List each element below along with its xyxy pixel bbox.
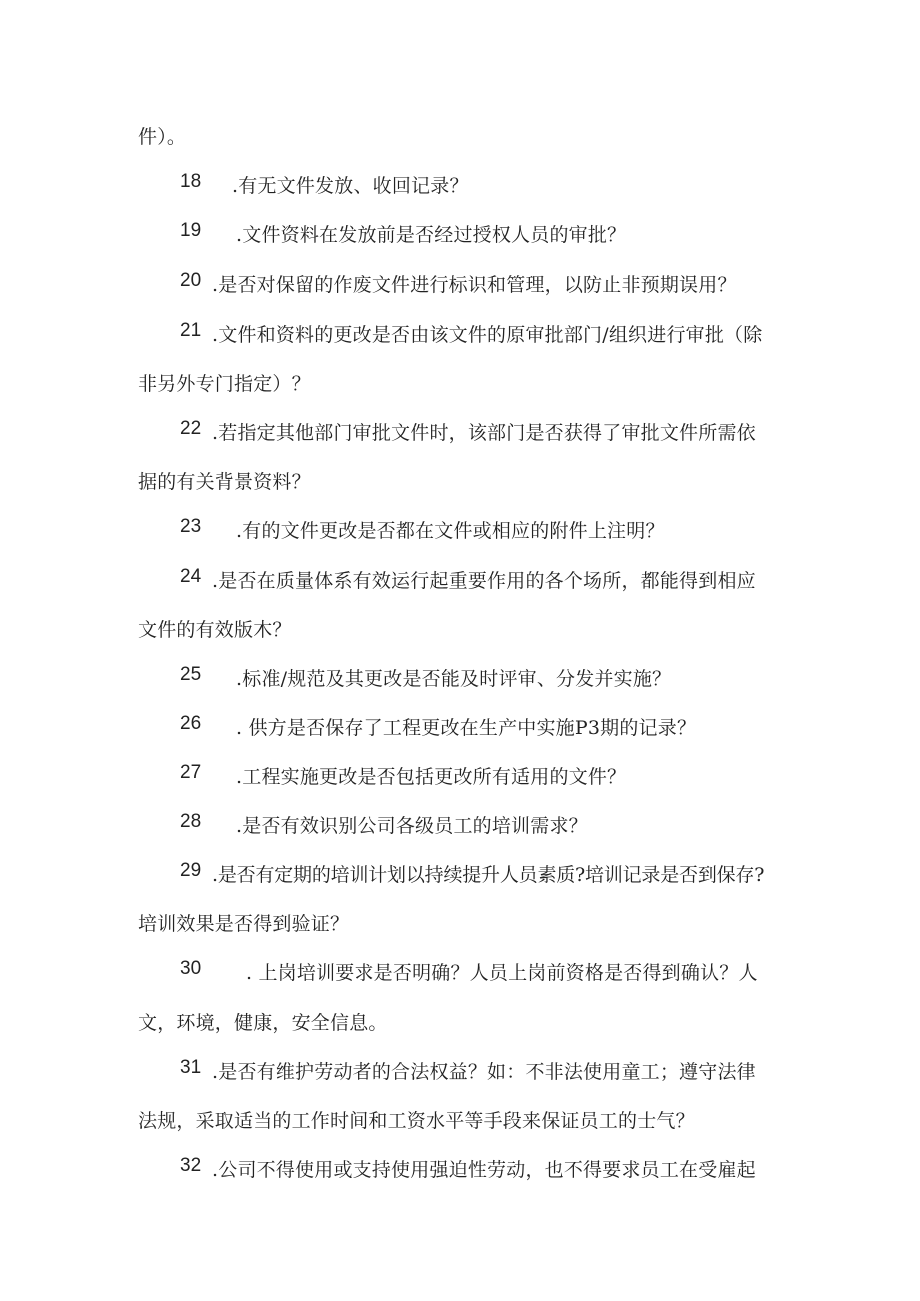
item-text: .文件和资料的更改是否由该文件的原审批部门/组织进行审批（除 [212,324,763,346]
item-number: 19 [180,220,202,241]
item-number: 23 [180,516,202,537]
item-number: 28 [180,811,202,832]
item-text: .有的文件更改是否都在文件或相应的附件上注明？ [236,520,665,542]
item-text: .若指定其他部门审批文件时，该部门是否获得了审批文件所需依 [212,422,756,444]
item-text: 文，环境，健康，安全信息。 [138,1012,388,1034]
item-text: .工程实施更改是否包括更改所有适用的文件？ [236,766,627,788]
item-number: 27 [180,762,202,783]
item-text: 非另外专门指定）？ [138,373,311,395]
item-number: 26 [180,713,202,734]
item-text: . 供方是否保存了工程更改在生产中实施P3期的记录？ [236,717,697,739]
item-text: 法规，采取适当的工作时间和工资水平等手段来保证员工的士气？ [138,1110,695,1132]
item-number: 32 [180,1155,202,1176]
item-text: .是否有维护劳动者的合法权益？如：不非法使用童工；遵守法律 [212,1061,756,1083]
item-text: .是否有定期的培训计划以持续提升人员素质?培训记录是否到保存? [212,864,765,886]
item-number: 25 [180,664,202,685]
item-number: 21 [180,320,202,341]
paragraph-text: 件）。 [138,126,187,148]
item-text: 文件的有效版木？ [138,619,292,641]
item-number: 22 [180,418,202,439]
item-text: 培训效果是否得到验证？ [138,913,350,935]
item-text: .有无文件发放、收回记录？ [232,175,469,197]
item-number: 18 [180,171,202,192]
item-number: 20 [180,270,202,291]
item-number: 31 [180,1057,202,1078]
item-text: .文件资料在发放前是否经过授权人员的审批？ [236,224,627,246]
item-text: . 上岗培训要求是否明确？人员上岗前资格是否得到确认？人 [246,962,758,984]
item-text: .标准/规范及其更改是否能及时评审、分发并实施？ [236,668,672,690]
item-number: 30 [180,958,202,979]
item-number: 29 [180,860,202,881]
item-text: .是否有效识别公司各级员工的培训需求？ [236,815,588,837]
item-text: 据的有关背景资料？ [138,471,311,493]
item-text: .是否在质量体系有效运行起重要作用的各个场所，都能得到相应 [212,570,756,592]
item-text: .公司不得使用或支持使用强迫性劳动，也不得要求员工在受雇起 [212,1159,756,1181]
item-number: 24 [180,566,202,587]
item-text: .是否对保留的作废文件进行标识和管理，以防止非预期误用？ [212,274,737,296]
